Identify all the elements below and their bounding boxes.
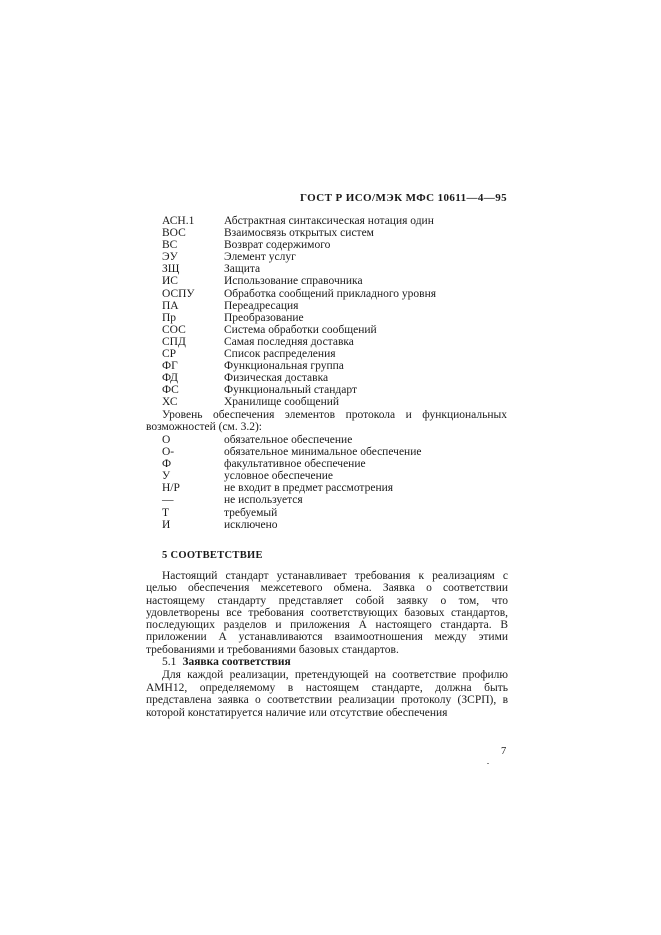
support-intro-paragraph: Уровень обеспечения элементов протокола и функциональных возможностей (см. 3.2): — [146, 409, 507, 434]
list-item — [162, 288, 436, 300]
abbr-code: ЭУ — [162, 251, 178, 264]
abbreviation-list — [162, 215, 436, 409]
abbr-desc: Использование справочника — [224, 275, 363, 288]
abbr-desc: Система обработки сообщений — [224, 323, 377, 336]
list-item — [162, 336, 436, 348]
list-item — [162, 215, 436, 227]
subsection-paragraph: Для каждой реализации, претендующей на соответствие профилю AMH12, определяемому в настоящем стандарте, должна быть представлена заявка о соответствии реализации протоколу (ЗСРП), в которой констатируется наличие или отсутствие обеспечения — [146, 669, 508, 719]
abbr-code: ВОС — [162, 227, 186, 240]
list-item — [162, 434, 421, 446]
subsection-heading — [162, 656, 291, 668]
abbr-desc: Физическая доставка — [224, 372, 329, 385]
list-item — [162, 251, 436, 263]
level-desc: исключено — [224, 518, 278, 531]
level-desc: факультативное обеспечение — [224, 458, 366, 471]
abbr-desc: Защита — [224, 263, 261, 276]
list-item — [162, 239, 436, 251]
level-code: О- — [162, 446, 175, 459]
list-item — [162, 300, 436, 312]
scan-speck — [487, 763, 489, 764]
list-item — [162, 324, 436, 336]
list-item — [162, 396, 436, 408]
abbr-code: ВС — [162, 239, 178, 252]
abbr-code: ПА — [162, 299, 179, 312]
level-code: — — [162, 494, 174, 507]
list-item — [162, 458, 421, 470]
level-desc: условное обеспечение — [224, 470, 334, 483]
list-item — [162, 312, 436, 324]
abbr-code: ЗЩ — [162, 263, 180, 276]
abbr-code: Пр — [162, 311, 177, 324]
abbr-desc: Переадресация — [224, 299, 299, 312]
level-desc: требуемый — [224, 506, 278, 519]
abbr-desc: Абстрактная синтаксическая нотация один — [224, 215, 434, 227]
list-item — [162, 519, 421, 531]
list-item — [162, 470, 421, 482]
abbr-desc: Функциональный стандарт — [224, 384, 357, 397]
level-code: О — [162, 434, 171, 446]
list-item — [162, 446, 421, 458]
abbr-desc: Функциональная группа — [224, 360, 344, 373]
abbr-desc: Хранилище сообщений — [224, 396, 340, 409]
support-level-list — [162, 434, 421, 531]
level-code: У — [162, 470, 171, 483]
abbr-desc: Самая последняя доставка — [224, 335, 354, 348]
section-title: 5 СООТВЕТСТВИЕ — [162, 550, 263, 561]
abbr-desc: Список распределения — [224, 348, 336, 361]
abbr-desc: Возврат содержимого — [224, 239, 331, 252]
subsection-title: Заявка соответствия — [182, 656, 291, 668]
level-code: И — [162, 518, 171, 531]
level-desc: не входит в предмет рассмотрения — [224, 482, 394, 495]
subsection-number: 5.1 — [162, 656, 177, 668]
abbr-code: СОС — [162, 323, 186, 336]
abbr-code: СПД — [162, 335, 186, 348]
abbr-desc: Взаимосвязь открытых систем — [224, 227, 374, 240]
list-item — [162, 372, 436, 384]
level-desc: обязательное обеспечение — [224, 434, 353, 446]
abbr-code: ОСПУ — [162, 287, 195, 300]
abbr-desc: Обработка сообщений прикладного уровня — [224, 287, 437, 300]
level-code: Н/Р — [162, 482, 180, 495]
level-code: Ф — [162, 458, 172, 471]
list-item — [162, 494, 421, 506]
page-number: 7 — [501, 746, 507, 757]
list-item — [162, 348, 436, 360]
abbr-code: ФГ — [162, 360, 178, 373]
abbr-code: АСН.1 — [162, 215, 195, 227]
abbr-code: ХС — [162, 396, 178, 409]
level-desc: не используется — [224, 494, 303, 507]
list-item — [162, 384, 436, 396]
list-item — [162, 482, 421, 494]
level-code: Т — [162, 506, 170, 519]
abbr-desc: Преобразование — [224, 311, 304, 324]
section-paragraph: Настоящий стандарт устанавливает требования к реализациям с целью обеспечения межсетевого обмена. Заявка о соответствии настоящему стандарту представляет собой заявку о том, что удовлетворены все требования соответствующих базовых стандартов, последующих разделов и приложения А настоящего стандарта. В приложении А устанавливаются взаимоотношения между этими требованиями и требованиями базовых стандартов. — [146, 570, 508, 656]
abbr-code: ФС — [162, 384, 179, 397]
list-item — [162, 227, 436, 239]
abbr-code: СР — [162, 348, 177, 361]
list-item — [162, 360, 436, 372]
level-desc: обязательное минимальное обеспечение — [224, 446, 422, 459]
list-item — [162, 275, 436, 287]
abbr-code: ФД — [162, 372, 178, 385]
abbr-code: ИС — [162, 275, 178, 288]
list-item — [162, 507, 421, 519]
page-header: ГОСТ Р ИСО/МЭК МФС 10611—4—95 — [300, 192, 507, 204]
abbr-desc: Элемент услуг — [224, 251, 296, 264]
list-item — [162, 263, 436, 275]
